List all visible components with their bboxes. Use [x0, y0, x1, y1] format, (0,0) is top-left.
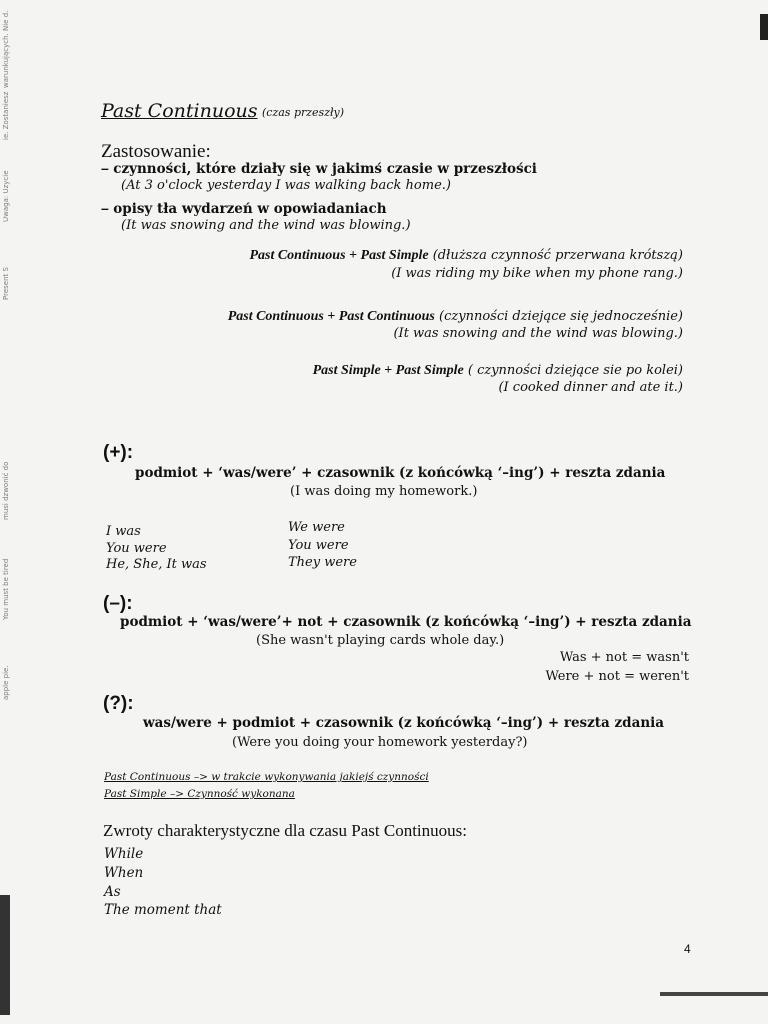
combination-note: ( czynności dziejące sie po kolei): [467, 363, 683, 378]
question-example: (Were you doing your homework yesterday?): [232, 735, 528, 750]
edge-bar: [0, 895, 10, 1015]
edge-text-4: Present S: [2, 267, 10, 300]
combination-example-1: (I was riding my bike when my phone rang.): [391, 266, 683, 281]
contraction-was: Was + not = wasn't: [559, 650, 689, 665]
note-past-simple: Past Simple –> Czynność wykonana: [104, 788, 295, 800]
combination-example-2: (It was snowing and the wind was blowing.): [393, 326, 683, 341]
phrase-item-1: While: [104, 846, 144, 862]
conjugation-right-1: We were: [288, 520, 345, 535]
negative-formula: podmiot + ‘was/were’+ not + czasownik (z końcówką ‘–ing’) + reszta zdania: [120, 614, 692, 630]
phrase-item-2: When: [104, 865, 144, 881]
bullet: –: [101, 200, 109, 216]
conjugation-left-1: I was: [106, 524, 141, 539]
conjugation-left-3: He, She, It was: [106, 557, 207, 572]
question-formula: was/were + podmiot + czasownik (z końcówką ‘–ing’) + reszta zdania: [143, 715, 665, 731]
usage-example-2: (It was snowing and the wind was blowing.): [121, 218, 411, 233]
negative-symbol: (–):: [103, 593, 133, 614]
bullet: –: [101, 160, 109, 176]
corner-mark: [760, 14, 768, 40]
combination-formula: Past Simple + Past Simple: [312, 363, 464, 378]
edge-text-3: Uwaga: Uzycie: [2, 170, 10, 222]
usage-heading: Zastosowanie:: [101, 141, 211, 162]
phrase-item-4: The moment that: [104, 902, 222, 918]
usage-text: opisy tła wydarzeń w opowiadaniach: [113, 201, 387, 217]
conjugation-right-3: They were: [288, 555, 357, 570]
positive-example: (I was doing my homework.): [290, 484, 478, 499]
combination-3: [313, 363, 683, 379]
usage-text: czynności, które działy się w jakimś czasie w przeszłości: [113, 161, 537, 177]
edge-text-5: musi dzwonić do: [2, 461, 10, 520]
note-past-continuous: Past Continuous –> w trakcie wykonywania jakiejś czynności: [104, 771, 429, 783]
combination-note: (dłuższa czynność przerwana krótszą): [432, 248, 683, 263]
page-title: Past Continuous: [101, 100, 258, 122]
combination-example-3: (I cooked dinner and ate it.): [498, 380, 683, 395]
combination-note: (czynności dziejące się jednocześnie): [439, 309, 683, 324]
usage-item-1: [101, 160, 537, 177]
positive-symbol: (+):: [103, 442, 134, 463]
question-symbol: (?):: [103, 693, 134, 714]
negative-example: (She wasn't playing cards whole day.): [256, 633, 505, 648]
conjugation-right-2: You were: [288, 538, 349, 553]
bottom-smudge: [660, 992, 768, 996]
phrases-heading: Zwroty charakterystyczne dla czasu Past Continuous:: [103, 821, 467, 840]
edge-text-2: ie. Zostaniesz: [2, 91, 10, 140]
title-note: (czas przeszły): [262, 106, 345, 119]
positive-formula: podmiot + ‘was/were’ + czasownik (z końcówką ‘–ing’) + reszta zdania: [135, 465, 666, 481]
edge-text-6: You must be tired: [2, 558, 10, 620]
conjugation-left-2: You were: [106, 541, 167, 556]
edge-text-7: apple pie.: [2, 665, 10, 700]
page-number: 4: [684, 942, 691, 956]
contraction-were: Were + not = weren't: [545, 669, 689, 684]
edge-text-1: warunkujących. Nie d.: [2, 10, 10, 88]
combination-2: [228, 309, 683, 325]
combination-formula: Past Continuous + Past Continuous: [227, 309, 435, 324]
usage-example-1: (At 3 o'clock yesterday I was walking back home.): [121, 178, 451, 193]
phrase-item-3: As: [104, 884, 121, 900]
combination-formula: Past Continuous + Past Simple: [249, 248, 429, 263]
combination-1: [249, 248, 683, 264]
usage-item-2: [101, 200, 387, 217]
